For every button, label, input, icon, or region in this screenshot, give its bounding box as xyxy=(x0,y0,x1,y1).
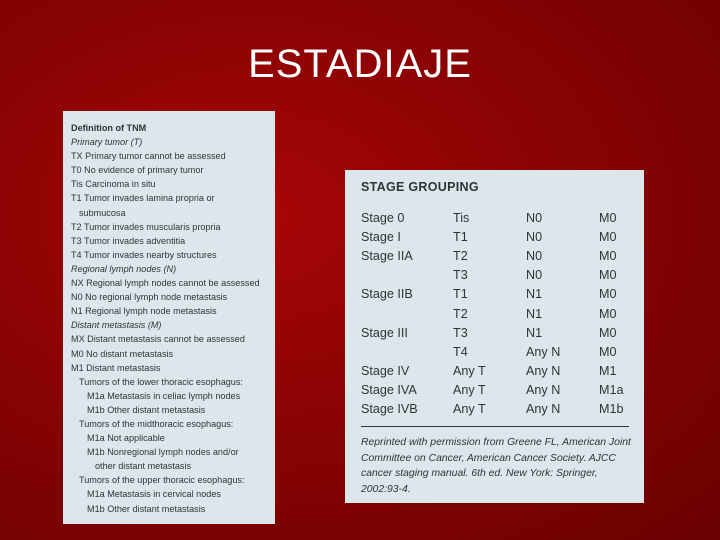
stage-cell: Stage I xyxy=(361,229,401,244)
tnm-section-heading: Distant metastasis (M) xyxy=(71,320,162,331)
tnm-section-heading: Primary tumor (T) xyxy=(71,137,143,148)
tnm-line: NX Regional lymph nodes cannot be assessed xyxy=(71,278,260,289)
tnm-section-heading: Regional lymph nodes (N) xyxy=(71,263,177,274)
table-row xyxy=(361,304,639,323)
t-cell: Any T xyxy=(453,402,486,417)
tnm-line: MX Distant metastasis cannot be assessed xyxy=(71,334,245,345)
m-cell: M0 xyxy=(599,287,617,302)
tnm-line: N0 No regional lymph node metastasis xyxy=(71,292,228,303)
tnm-line: M1b Nonregional lymph nodes and/or xyxy=(87,447,239,458)
n-cell: Any N xyxy=(526,402,561,417)
tnm-line: T2 Tumor invades muscularis propria xyxy=(71,221,221,232)
t-cell: T1 xyxy=(453,229,468,244)
tnm-line: M1b Other distant metastasis xyxy=(87,404,206,415)
divider xyxy=(361,426,629,427)
m-cell: M0 xyxy=(599,268,617,283)
t-cell: T2 xyxy=(453,248,468,263)
stage-grouping-panel xyxy=(345,170,644,503)
table-row xyxy=(361,381,639,400)
table-row xyxy=(361,400,639,419)
m-cell: M0 xyxy=(599,306,617,321)
t-cell: T3 xyxy=(453,268,468,283)
table-row xyxy=(361,208,639,227)
tnm-heading: Definition of TNM xyxy=(71,123,147,133)
t-cell: Any T xyxy=(453,364,486,379)
n-cell: N0 xyxy=(526,229,543,244)
tnm-definition-panel xyxy=(63,111,275,524)
table-row xyxy=(361,246,639,265)
n-cell: Any N xyxy=(526,364,561,379)
m-cell: M0 xyxy=(599,344,617,359)
tnm-line: M1b Other distant metastasis xyxy=(87,503,206,514)
n-cell: N1 xyxy=(526,287,543,302)
m-cell: M1 xyxy=(599,364,617,379)
stage-grouping-table xyxy=(361,208,639,419)
tnm-line: Tumors of the lower thoracic esophagus: xyxy=(79,376,243,387)
m-cell: M0 xyxy=(599,325,617,340)
stage-cell xyxy=(361,266,453,285)
tnm-line: TX Primary tumor cannot be assessed xyxy=(71,151,226,162)
n-cell: N1 xyxy=(526,325,543,340)
table-row xyxy=(361,362,639,381)
stage-cell: Stage IIB xyxy=(361,287,413,302)
stage-cell xyxy=(361,342,453,361)
tnm-line: T0 No evidence of primary tumor xyxy=(71,165,204,176)
table-row xyxy=(361,323,639,342)
tnm-line: M1 Distant metastasis xyxy=(71,362,161,373)
t-cell: Tis xyxy=(453,210,470,225)
tnm-line: Tumors of the upper thoracic esophagus: xyxy=(79,475,245,486)
m-cell: M0 xyxy=(599,210,617,225)
tnm-line: submucosa xyxy=(79,207,126,218)
m-cell: M1b xyxy=(599,402,624,417)
stage-cell: Stage III xyxy=(361,325,408,340)
slide-title: ESTADIAJE xyxy=(248,42,472,86)
t-cell: T2 xyxy=(453,306,468,321)
n-cell: N0 xyxy=(526,268,543,283)
tnm-line: Tis Carcinoma in situ xyxy=(71,179,156,190)
tnm-line: M1a Metastasis in celiac lymph nodes xyxy=(87,390,241,401)
stage-grouping-title: STAGE GROUPING xyxy=(361,180,479,194)
tnm-line: M1a Not applicable xyxy=(87,433,165,444)
n-cell: N1 xyxy=(526,306,543,321)
stage-cell: Stage IVA xyxy=(361,383,417,398)
stage-cell: Stage 0 xyxy=(361,210,405,225)
table-row xyxy=(361,342,639,361)
citation-note: Reprinted with permission from Greene FL, American Joint Committee on Cancer, American Cancer Society. AJCC cancer staging manual. 6th ed. New York: Springer, 2002:93-4. xyxy=(361,437,631,495)
tnm-line: Tumors of the midthoracic esophagus: xyxy=(79,418,234,429)
n-cell: Any N xyxy=(526,344,561,359)
stage-cell: Stage IVB xyxy=(361,402,418,417)
stage-cell: Stage IIA xyxy=(361,248,413,263)
tnm-line: T4 Tumor invades nearby structures xyxy=(71,249,217,260)
table-row xyxy=(361,285,639,304)
t-cell: T1 xyxy=(453,287,468,302)
stage-cell xyxy=(361,304,453,323)
t-cell: T3 xyxy=(453,325,468,340)
m-cell: M0 xyxy=(599,248,617,263)
t-cell: Any T xyxy=(453,383,486,398)
tnm-line: T3 Tumor invades adventitia xyxy=(71,235,186,246)
tnm-line: T1 Tumor invades lamina propria or xyxy=(71,193,215,204)
tnm-line: M0 No distant metastasis xyxy=(71,348,174,359)
table-row xyxy=(361,266,639,285)
tnm-line: N1 Regional lymph node metastasis xyxy=(71,306,217,317)
n-cell: N0 xyxy=(526,248,543,263)
m-cell: M1a xyxy=(599,383,624,398)
table-row xyxy=(361,227,639,246)
n-cell: Any N xyxy=(526,383,561,398)
t-cell: T4 xyxy=(453,344,468,359)
m-cell: M0 xyxy=(599,229,617,244)
n-cell: N0 xyxy=(526,210,543,225)
tnm-line: M1a Metastasis in cervical nodes xyxy=(87,489,221,500)
stage-cell: Stage IV xyxy=(361,364,410,379)
tnm-line: other distant metastasis xyxy=(95,461,192,472)
